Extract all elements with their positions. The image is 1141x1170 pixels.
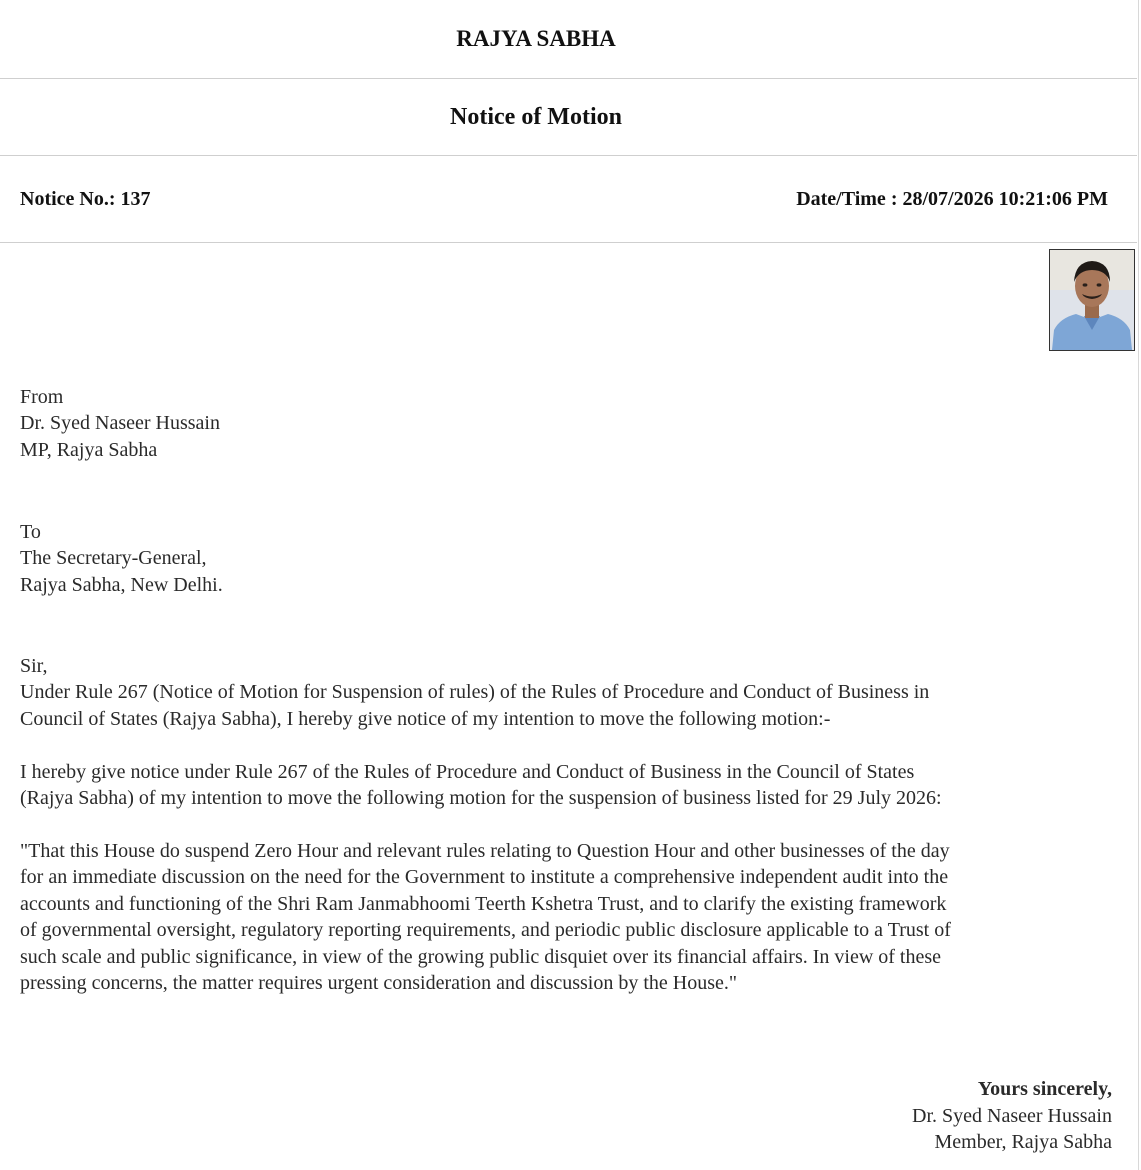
header-divider <box>0 78 1137 79</box>
intro-line-2: Council of States (Rajya Sabha), I hereby give notice of my intention to move the following motion:- <box>20 707 831 730</box>
motion-line-3: accounts and functioning of the Shri Ram Janmabhoomi Teerth Kshetra Trust, and to clarify the existing framework <box>20 892 947 915</box>
closing-line: Yours sincerely, <box>977 1078 1112 1100</box>
letter-intro <box>20 653 1110 732</box>
sender-name: Dr. Syed Naseer Hussain <box>20 412 220 435</box>
document-title: Notice of Motion <box>450 104 622 130</box>
motion-line-1: "That this House do suspend Zero Hour and relevant rules relating to Question Hour and other businesses of the day <box>20 840 950 862</box>
recipient-line-2: Rajya Sabha, New Delhi. <box>20 573 223 596</box>
notice-number: Notice No.: 137 <box>20 188 151 210</box>
notice-date-time: Date/Time : 28/07/2026 10:21:06 PM <box>796 188 1108 210</box>
from-label: From <box>20 386 64 408</box>
notice-line-1: I hereby give notice under Rule 267 of the Rules of Procedure and Conduct of Business in the Council of States <box>20 761 915 783</box>
signatory-designation: Member, Rajya Sabha <box>934 1131 1112 1153</box>
motion-line-2: for an immediate discussion on the need for the Government to institute a comprehensive independent audit into the <box>20 866 949 889</box>
to-label: To <box>20 521 41 543</box>
signatory-name: Dr. Syed Naseer Hussain <box>912 1104 1112 1127</box>
salutation: Sir, <box>20 655 48 677</box>
member-portrait-icon <box>1050 250 1134 350</box>
notice-paragraph <box>20 759 1110 812</box>
notice-line-2: (Rajya Sabha) of my intention to move the following motion for the suspension of business listed for 29 July 2026: <box>20 787 942 810</box>
page-right-border <box>1138 0 1139 1170</box>
signature-block <box>912 1076 1112 1156</box>
motion-text <box>20 838 1110 996</box>
house-title: RAJYA SABHA <box>456 26 616 51</box>
member-photo <box>1049 249 1135 351</box>
title-divider <box>0 155 1137 156</box>
sender-block <box>20 384 1110 463</box>
intro-line-1: Under Rule 267 (Notice of Motion for Suspension of rules) of the Rules of Procedure and Conduct of Business in <box>20 681 930 704</box>
motion-line-4: of governmental oversight, regulatory reporting requirements, and periodic public disclosure applicable to a Trust of <box>20 919 951 942</box>
recipient-block <box>20 519 1110 598</box>
motion-line-6: pressing concerns, the matter requires urgent consideration and discussion by the House." <box>20 972 738 995</box>
motion-line-5: such scale and public significance, in view of the growing public disquiet over its financial affairs. In view of these <box>20 945 942 968</box>
sender-designation: MP, Rajya Sabha <box>20 438 158 461</box>
meta-divider <box>0 242 1137 243</box>
recipient-line-1: The Secretary-General, <box>20 547 207 570</box>
